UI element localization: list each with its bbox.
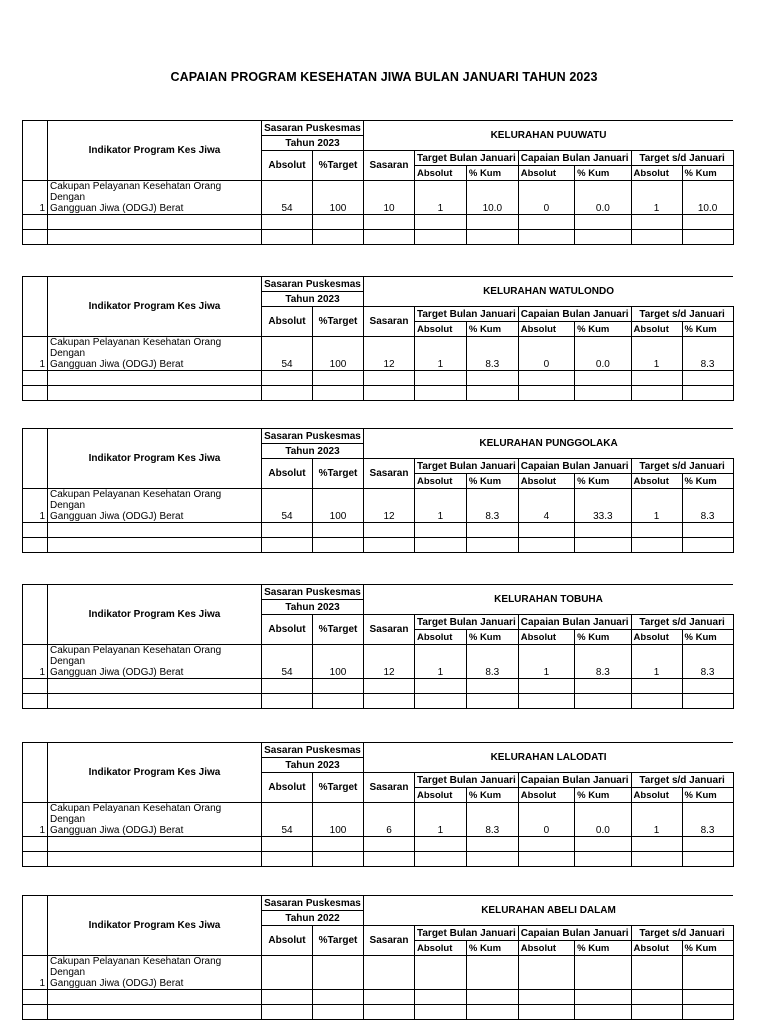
target-pct-header: %Target <box>313 459 364 489</box>
absolut-header: Absolut <box>262 926 313 956</box>
absolut-header: Absolut <box>262 151 313 181</box>
cell-absolut <box>262 956 313 990</box>
cell-ts-absolut: 1 <box>631 337 682 371</box>
cell-cb-absolut: 0 <box>518 803 574 837</box>
kelurahan-name: KELURAHAN LALODATI <box>364 743 734 773</box>
absolut-header: Absolut <box>262 459 313 489</box>
cell-cb-kum: 33.3 <box>575 489 631 523</box>
indicator-name: Cakupan Pelayanan Kesehatan Orang Dengan Gangguan Jiwa (ODGJ) Berat <box>48 181 262 215</box>
cell-tb-kum <box>466 956 518 990</box>
cb-absolut-header: Absolut <box>518 630 574 645</box>
cell-tb-absolut <box>415 956 467 990</box>
cb-kum-header: % Kum <box>575 166 631 181</box>
cell-absolut: 54 <box>262 181 313 215</box>
empty-row <box>23 837 734 852</box>
kelurahan-name: KELURAHAN WATULONDO <box>364 277 734 307</box>
capaian-bulan-header: Capaian Bulan Januari <box>518 151 631 166</box>
cb-absolut-header: Absolut <box>518 166 574 181</box>
cb-kum-header: % Kum <box>575 630 631 645</box>
indikator-header: Indikator Program Kes Jiwa <box>48 121 262 181</box>
cell-cb-kum: 0.0 <box>575 337 631 371</box>
indicator-name: Cakupan Pelayanan Kesehatan Orang Dengan Gangguan Jiwa (ODGJ) Berat <box>48 337 262 371</box>
cell-cb-absolut: 1 <box>518 645 574 679</box>
cb-kum-header: % Kum <box>575 788 631 803</box>
kelurahan-name: KELURAHAN PUUWATU <box>364 121 734 151</box>
table-row <box>23 181 734 215</box>
ts-absolut-header: Absolut <box>631 322 682 337</box>
cell-tb-absolut: 1 <box>415 489 467 523</box>
sasaran-tahun: Tahun 2023 <box>262 600 364 615</box>
target-sd-header: Target s/d Januari <box>631 773 733 788</box>
absolut-header: Absolut <box>262 615 313 645</box>
target-pct-header: %Target <box>313 773 364 803</box>
kelurahan-name: KELURAHAN ABELI DALAM <box>364 896 734 926</box>
cell-sasaran: 12 <box>364 489 415 523</box>
target-pct-header: %Target <box>313 151 364 181</box>
sasaran-tahun: Tahun 2023 <box>262 758 364 773</box>
cell-cb-absolut: 0 <box>518 337 574 371</box>
cell-absolut: 54 <box>262 489 313 523</box>
target-pct-header: %Target <box>313 926 364 956</box>
cell-ts-kum: 8.3 <box>682 803 733 837</box>
target-pct-header: %Target <box>313 615 364 645</box>
empty-row <box>23 215 734 230</box>
capaian-bulan-header: Capaian Bulan Januari <box>518 926 631 941</box>
sasaran-header: Sasaran Puskesmas <box>262 743 364 758</box>
sasaran-col-header: Sasaran <box>364 151 415 181</box>
indicator-name: Cakupan Pelayanan Kesehatan Orang Dengan Gangguan Jiwa (ODGJ) Berat <box>48 489 262 523</box>
tb-absolut-header: Absolut <box>415 474 467 489</box>
target-bulan-header: Target Bulan Januari <box>415 926 519 941</box>
row-number: 1 <box>23 645 48 679</box>
cb-kum-header: % Kum <box>575 322 631 337</box>
cell-cb-absolut <box>518 956 574 990</box>
sasaran-tahun: Tahun 2023 <box>262 444 364 459</box>
empty-row <box>23 990 734 1005</box>
table-row <box>23 337 734 371</box>
cell-ts-absolut: 1 <box>631 489 682 523</box>
cell-tb-absolut: 1 <box>415 645 467 679</box>
cell-tb-kum: 8.3 <box>466 337 518 371</box>
ts-kum-header: % Kum <box>682 474 733 489</box>
indicator-name: Cakupan Pelayanan Kesehatan Orang Dengan Gangguan Jiwa (ODGJ) Berat <box>48 956 262 990</box>
cell-tb-absolut: 1 <box>415 803 467 837</box>
ts-absolut-header: Absolut <box>631 788 682 803</box>
indicator-name: Cakupan Pelayanan Kesehatan Orang Dengan Gangguan Jiwa (ODGJ) Berat <box>48 645 262 679</box>
ts-kum-header: % Kum <box>682 322 733 337</box>
target-bulan-header: Target Bulan Januari <box>415 773 519 788</box>
cell-ts-kum: 8.3 <box>682 337 733 371</box>
table-row <box>23 489 734 523</box>
indicator-name: Cakupan Pelayanan Kesehatan Orang Dengan Gangguan Jiwa (ODGJ) Berat <box>48 803 262 837</box>
cell-target: 100 <box>313 489 364 523</box>
tb-absolut-header: Absolut <box>415 166 467 181</box>
ts-kum-header: % Kum <box>682 166 733 181</box>
cell-target <box>313 956 364 990</box>
tb-absolut-header: Absolut <box>415 788 467 803</box>
cell-ts-absolut: 1 <box>631 803 682 837</box>
sasaran-col-header: Sasaran <box>364 773 415 803</box>
cb-absolut-header: Absolut <box>518 941 574 956</box>
ts-absolut-header: Absolut <box>631 941 682 956</box>
target-pct-header: %Target <box>313 307 364 337</box>
sasaran-col-header: Sasaran <box>364 459 415 489</box>
empty-row <box>23 523 734 538</box>
absolut-header: Absolut <box>262 773 313 803</box>
empty-row <box>23 371 734 386</box>
target-sd-header: Target s/d Januari <box>631 151 733 166</box>
cell-cb-absolut: 4 <box>518 489 574 523</box>
empty-row <box>23 679 734 694</box>
sasaran-header: Sasaran Puskesmas <box>262 896 364 911</box>
target-bulan-header: Target Bulan Januari <box>415 151 519 166</box>
cell-tb-absolut: 1 <box>415 337 467 371</box>
target-bulan-header: Target Bulan Januari <box>415 615 519 630</box>
sasaran-tahun: Tahun 2023 <box>262 292 364 307</box>
cell-cb-kum: 0.0 <box>575 181 631 215</box>
tb-absolut-header: Absolut <box>415 630 467 645</box>
cell-cb-kum: 8.3 <box>575 645 631 679</box>
no-header-cell <box>23 896 48 956</box>
kelurahan-name: KELURAHAN TOBUHA <box>364 585 734 615</box>
no-header-cell <box>23 121 48 181</box>
kelurahan-table <box>22 584 734 709</box>
cell-sasaran: 12 <box>364 337 415 371</box>
cb-absolut-header: Absolut <box>518 322 574 337</box>
cell-sasaran: 12 <box>364 645 415 679</box>
empty-row <box>23 230 734 245</box>
tb-kum-header: % Kum <box>466 322 518 337</box>
sasaran-header: Sasaran Puskesmas <box>262 429 364 444</box>
kelurahan-table <box>22 276 734 401</box>
cell-target: 100 <box>313 181 364 215</box>
cell-tb-kum: 8.3 <box>466 489 518 523</box>
cb-kum-header: % Kum <box>575 941 631 956</box>
table-row <box>23 803 734 837</box>
indikator-header: Indikator Program Kes Jiwa <box>48 896 262 956</box>
tb-kum-header: % Kum <box>466 941 518 956</box>
cell-sasaran: 6 <box>364 803 415 837</box>
cell-target: 100 <box>313 337 364 371</box>
cell-cb-kum <box>575 956 631 990</box>
page-title: CAPAIAN PROGRAM KESEHATAN JIWA BULAN JANUARI TAHUN 2023 <box>170 70 598 84</box>
target-sd-header: Target s/d Januari <box>631 926 733 941</box>
ts-absolut-header: Absolut <box>631 166 682 181</box>
row-number: 1 <box>23 956 48 990</box>
capaian-bulan-header: Capaian Bulan Januari <box>518 459 631 474</box>
no-header-cell <box>23 277 48 337</box>
tb-kum-header: % Kum <box>466 166 518 181</box>
table-row <box>23 956 734 990</box>
target-sd-header: Target s/d Januari <box>631 307 733 322</box>
kelurahan-table <box>22 895 734 1020</box>
cell-tb-absolut: 1 <box>415 181 467 215</box>
cell-tb-kum: 8.3 <box>466 803 518 837</box>
sasaran-col-header: Sasaran <box>364 615 415 645</box>
indikator-header: Indikator Program Kes Jiwa <box>48 585 262 645</box>
kelurahan-name: KELURAHAN PUNGGOLAKA <box>364 429 734 459</box>
empty-row <box>23 694 734 709</box>
cell-sasaran: 10 <box>364 181 415 215</box>
empty-row <box>23 386 734 401</box>
empty-row <box>23 852 734 867</box>
cell-ts-kum: 8.3 <box>682 645 733 679</box>
sasaran-header: Sasaran Puskesmas <box>262 121 364 136</box>
cell-ts-absolut: 1 <box>631 645 682 679</box>
capaian-bulan-header: Capaian Bulan Januari <box>518 773 631 788</box>
no-header-cell <box>23 429 48 489</box>
sasaran-tahun: Tahun 2022 <box>262 911 364 926</box>
cell-ts-kum <box>682 956 733 990</box>
cell-cb-kum: 0.0 <box>575 803 631 837</box>
ts-kum-header: % Kum <box>682 788 733 803</box>
ts-absolut-header: Absolut <box>631 474 682 489</box>
target-sd-header: Target s/d Januari <box>631 615 733 630</box>
tb-kum-header: % Kum <box>466 474 518 489</box>
sasaran-tahun: Tahun 2023 <box>262 136 364 151</box>
cell-ts-absolut <box>631 956 682 990</box>
empty-row <box>23 538 734 553</box>
cb-absolut-header: Absolut <box>518 474 574 489</box>
cell-sasaran <box>364 956 415 990</box>
indikator-header: Indikator Program Kes Jiwa <box>48 429 262 489</box>
cell-ts-absolut: 1 <box>631 181 682 215</box>
ts-kum-header: % Kum <box>682 941 733 956</box>
no-header-cell <box>23 743 48 803</box>
capaian-bulan-header: Capaian Bulan Januari <box>518 307 631 322</box>
cell-tb-kum: 8.3 <box>466 645 518 679</box>
cell-target: 100 <box>313 645 364 679</box>
row-number: 1 <box>23 489 48 523</box>
kelurahan-table <box>22 742 734 867</box>
sasaran-header: Sasaran Puskesmas <box>262 277 364 292</box>
target-sd-header: Target s/d Januari <box>631 459 733 474</box>
absolut-header: Absolut <box>262 307 313 337</box>
cell-absolut: 54 <box>262 337 313 371</box>
table-row <box>23 645 734 679</box>
cell-tb-kum: 10.0 <box>466 181 518 215</box>
cb-absolut-header: Absolut <box>518 788 574 803</box>
sasaran-header: Sasaran Puskesmas <box>262 585 364 600</box>
cell-ts-kum: 10.0 <box>682 181 733 215</box>
kelurahan-table <box>22 428 734 553</box>
cell-target: 100 <box>313 803 364 837</box>
capaian-bulan-header: Capaian Bulan Januari <box>518 615 631 630</box>
ts-kum-header: % Kum <box>682 630 733 645</box>
sasaran-col-header: Sasaran <box>364 307 415 337</box>
cell-absolut: 54 <box>262 803 313 837</box>
target-bulan-header: Target Bulan Januari <box>415 307 519 322</box>
row-number: 1 <box>23 803 48 837</box>
tb-kum-header: % Kum <box>466 788 518 803</box>
empty-row <box>23 1005 734 1020</box>
tb-absolut-header: Absolut <box>415 941 467 956</box>
row-number: 1 <box>23 337 48 371</box>
cell-absolut: 54 <box>262 645 313 679</box>
row-number: 1 <box>23 181 48 215</box>
sasaran-col-header: Sasaran <box>364 926 415 956</box>
tb-kum-header: % Kum <box>466 630 518 645</box>
kelurahan-table <box>22 120 734 245</box>
indikator-header: Indikator Program Kes Jiwa <box>48 743 262 803</box>
no-header-cell <box>23 585 48 645</box>
cell-ts-kum: 8.3 <box>682 489 733 523</box>
indikator-header: Indikator Program Kes Jiwa <box>48 277 262 337</box>
tb-absolut-header: Absolut <box>415 322 467 337</box>
cell-cb-absolut: 0 <box>518 181 574 215</box>
ts-absolut-header: Absolut <box>631 630 682 645</box>
target-bulan-header: Target Bulan Januari <box>415 459 519 474</box>
cb-kum-header: % Kum <box>575 474 631 489</box>
